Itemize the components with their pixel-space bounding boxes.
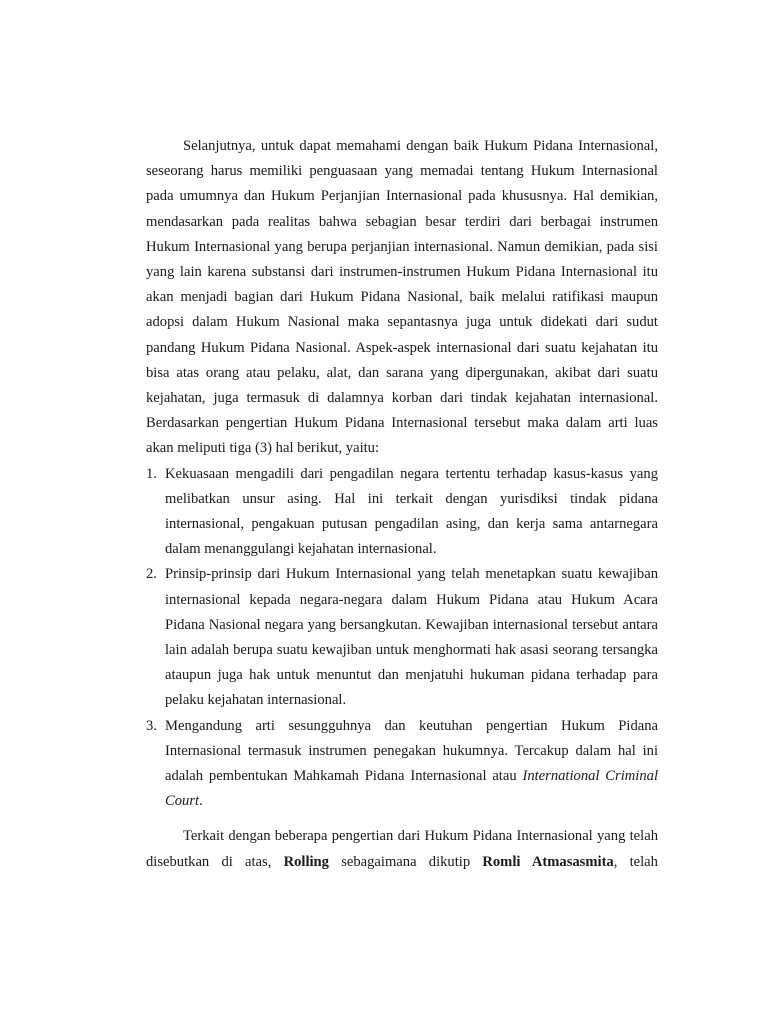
paragraph-2 (146, 824, 658, 874)
list-item-2 (146, 562, 658, 713)
list-number: 2. (146, 566, 157, 583)
paragraph-1: Selanjutnya, untuk dapat memahami dengan baik Hukum Pidana Internasional, seseorang harus memiliki penguasaan yang memadai tentang Hukum Internasional pada umumnya dan Hukum Perjanjian Internasional pada khususnya. Hal demikian, mendasarkan pada realitas bahwa sebagian besar terdiri dari berbagai instrumen Hukum Internasional yang berupa perjanjian internasional. Namun demikian, pada sisi yang lain karena substansi dari instrumen-instrumen Hukum Pidana Internasional itu akan menjadi bagian dari Hukum Pidana Nasional, baik melalui ratifikasi maupun adopsi dalam Hukum Nasional maka sepantasnya juga untuk didekati dari sudut pandang Hukum Pidana Nasional. Aspek-aspek internasional dari suatu kejahatan itu bisa atas orang atau pelaku, alat, dan sarana yang dipergunakan, akibat dari suatu kejahatan, juga termasuk di dalamnya korban dari tindak kejahatan internasional. Berdasarkan pengertian Hukum Pidana Internasional tersebut maka dalam arti luas akan meliputi tiga (3) hal berikut, yaitu: (146, 138, 658, 457)
list-item-text: Mengandung arti sesungguhnya dan keutuhan pengertian Hukum Pidana Internasional termasuk instrumen penegakan hukumnya. Tercakup dalam hal ini adalah pembentukan Mahkamah Pidana Internasional atau (165, 717, 658, 785)
author-name-rolling: Rolling (283, 853, 329, 870)
list-number: 1. (146, 465, 157, 482)
paragraph-2-text: Terkait dengan beberapa pengertian dari Hukum Pidana Internasional yang telah disebutkan di atas, (146, 828, 658, 870)
list-item-text: Prinsip-prinsip dari Hukum Internasional yang telah menetapkan suatu kewajiban internasional kepada negara-negara dalam Hukum Pidana atau Hukum Acara Pidana Nasional negara yang bersangkutan. Kewajiban internasional tersebut antara lain adalah berupa suatu kewajiban untuk menghormati hak asasi seorang tersangka ataupun juga hak untuk menuntut dan menjatuhi hukuman pidana terhadap para pelaku kejahatan internasional. (165, 566, 658, 709)
list-item-1 (146, 462, 658, 563)
body-text (146, 134, 658, 875)
list-item-text: Kekuasaan mengadili dari pengadilan negara tertentu terhadap kasus-kasus yang melibatkan unsur asing. Hal ini terkait dengan yurisdiksi tindak pidana internasional, pengakuan putusan pengadilan asing, dan kerja sama antarnegara dalam menanggulangi kejahatan internasional. (165, 465, 658, 558)
list-number: 3. (146, 717, 157, 734)
paragraph-2-text: , telah (613, 853, 658, 870)
author-name-romli: Romli Atmasasmita (482, 853, 614, 870)
paragraph-2-text: sebagaimana dikutip (328, 853, 483, 870)
numbered-list (146, 462, 658, 815)
italic-term: International Criminal Court (165, 768, 659, 810)
list-item-3 (146, 714, 658, 815)
list-item-punctuation: . (199, 793, 203, 810)
